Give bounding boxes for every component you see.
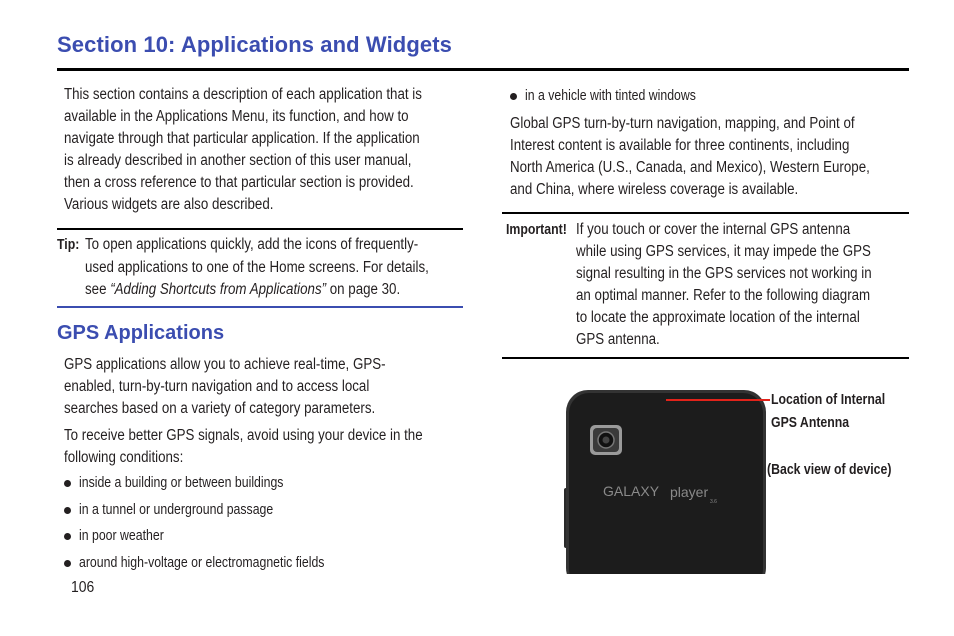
tip-page-ref: on page 30. (326, 281, 401, 298)
bullet-icon (64, 533, 71, 540)
gps-intro-line: enabled, turn-by-turn navigation and to access local (64, 378, 370, 395)
important-line: signal resulting in the GPS services not working in (576, 265, 872, 282)
tip-top-rule (57, 228, 463, 230)
tip-line: To open applications quickly, add the icons of frequently- (85, 236, 419, 253)
antenna-callout-line2: GPS Antenna (771, 414, 850, 431)
tip-cross-reference-link[interactable]: “Adding Shortcuts from Applications” (110, 281, 327, 298)
back-view-caption: (Back view of device) (767, 461, 892, 478)
section-title: Section 10: Applications and Widgets (57, 32, 452, 57)
player-model-text: player (670, 484, 709, 500)
tip-label: Tip: (57, 236, 80, 253)
tip-bottom-rule (57, 306, 463, 308)
bullet-icon (64, 507, 71, 514)
gps-conditions-paragraph (64, 425, 481, 469)
intro-line: is already described in another section of this user manual, (64, 152, 412, 169)
device-back-illustration (560, 388, 770, 574)
global-gps-paragraph (510, 113, 928, 201)
tip-text (85, 234, 485, 302)
global-gps-line: Interest content is available for three continents, including (510, 137, 850, 154)
galaxy-brand-text: GALAXY (603, 483, 660, 499)
intro-line: Various widgets are also described. (64, 196, 274, 213)
model-size-text: 3.6 (710, 499, 717, 505)
important-line: an optimal manner. Refer to the following diagram (576, 287, 871, 304)
gps-intro-paragraph (64, 354, 438, 420)
important-line: to locate the approximate location of the internal (576, 309, 860, 326)
important-top-rule (502, 212, 909, 214)
tip-line: used applications to one of the Home screens. For details, (85, 258, 429, 276)
gps-conditions-line: To receive better GPS signals, avoid using your device in the (64, 427, 423, 444)
bullet-icon (64, 560, 71, 567)
intro-line: navigate through that particular application. If the application (64, 130, 420, 147)
global-gps-line: Global GPS turn-by-turn navigation, mapping, and Point of (510, 115, 855, 132)
important-label: Important! (506, 221, 567, 238)
global-gps-line: and China, where wireless coverage is available. (510, 181, 799, 198)
title-rule (57, 68, 909, 71)
important-bottom-rule (502, 357, 909, 359)
bullet-icon (64, 480, 71, 487)
page-number: 106 (71, 579, 95, 596)
intro-line: This section contains a description of each application that is (64, 86, 422, 103)
intro-line: then a cross reference to that particular section is provided. (64, 174, 414, 191)
important-line: GPS antenna. (576, 331, 660, 348)
galaxy-player-back-icon (560, 388, 770, 574)
important-text (576, 219, 920, 351)
global-gps-line: North America (U.S., Canada, and Mexico), Western Europe, (510, 159, 870, 176)
gps-intro-line: searches based on a variety of category parameters. (64, 400, 376, 417)
bullet-icon (510, 93, 517, 100)
gps-conditions-line: following conditions: (64, 449, 184, 466)
gps-applications-heading: GPS Applications (57, 322, 225, 344)
tip-see: see (85, 281, 111, 298)
tip-line (85, 279, 429, 302)
antenna-pointer-line (666, 399, 770, 401)
gps-intro-line: GPS applications allow you to achieve real-time, GPS- (64, 356, 386, 373)
important-line: while using GPS services, it may impede the GPS (576, 243, 871, 260)
antenna-callout-line1: Location of Internal (771, 391, 886, 408)
important-line: If you touch or cover the internal GPS antenna (576, 221, 851, 238)
intro-paragraph (64, 84, 480, 216)
intro-line: available in the Applications Menu, its function, and how to (64, 108, 409, 125)
